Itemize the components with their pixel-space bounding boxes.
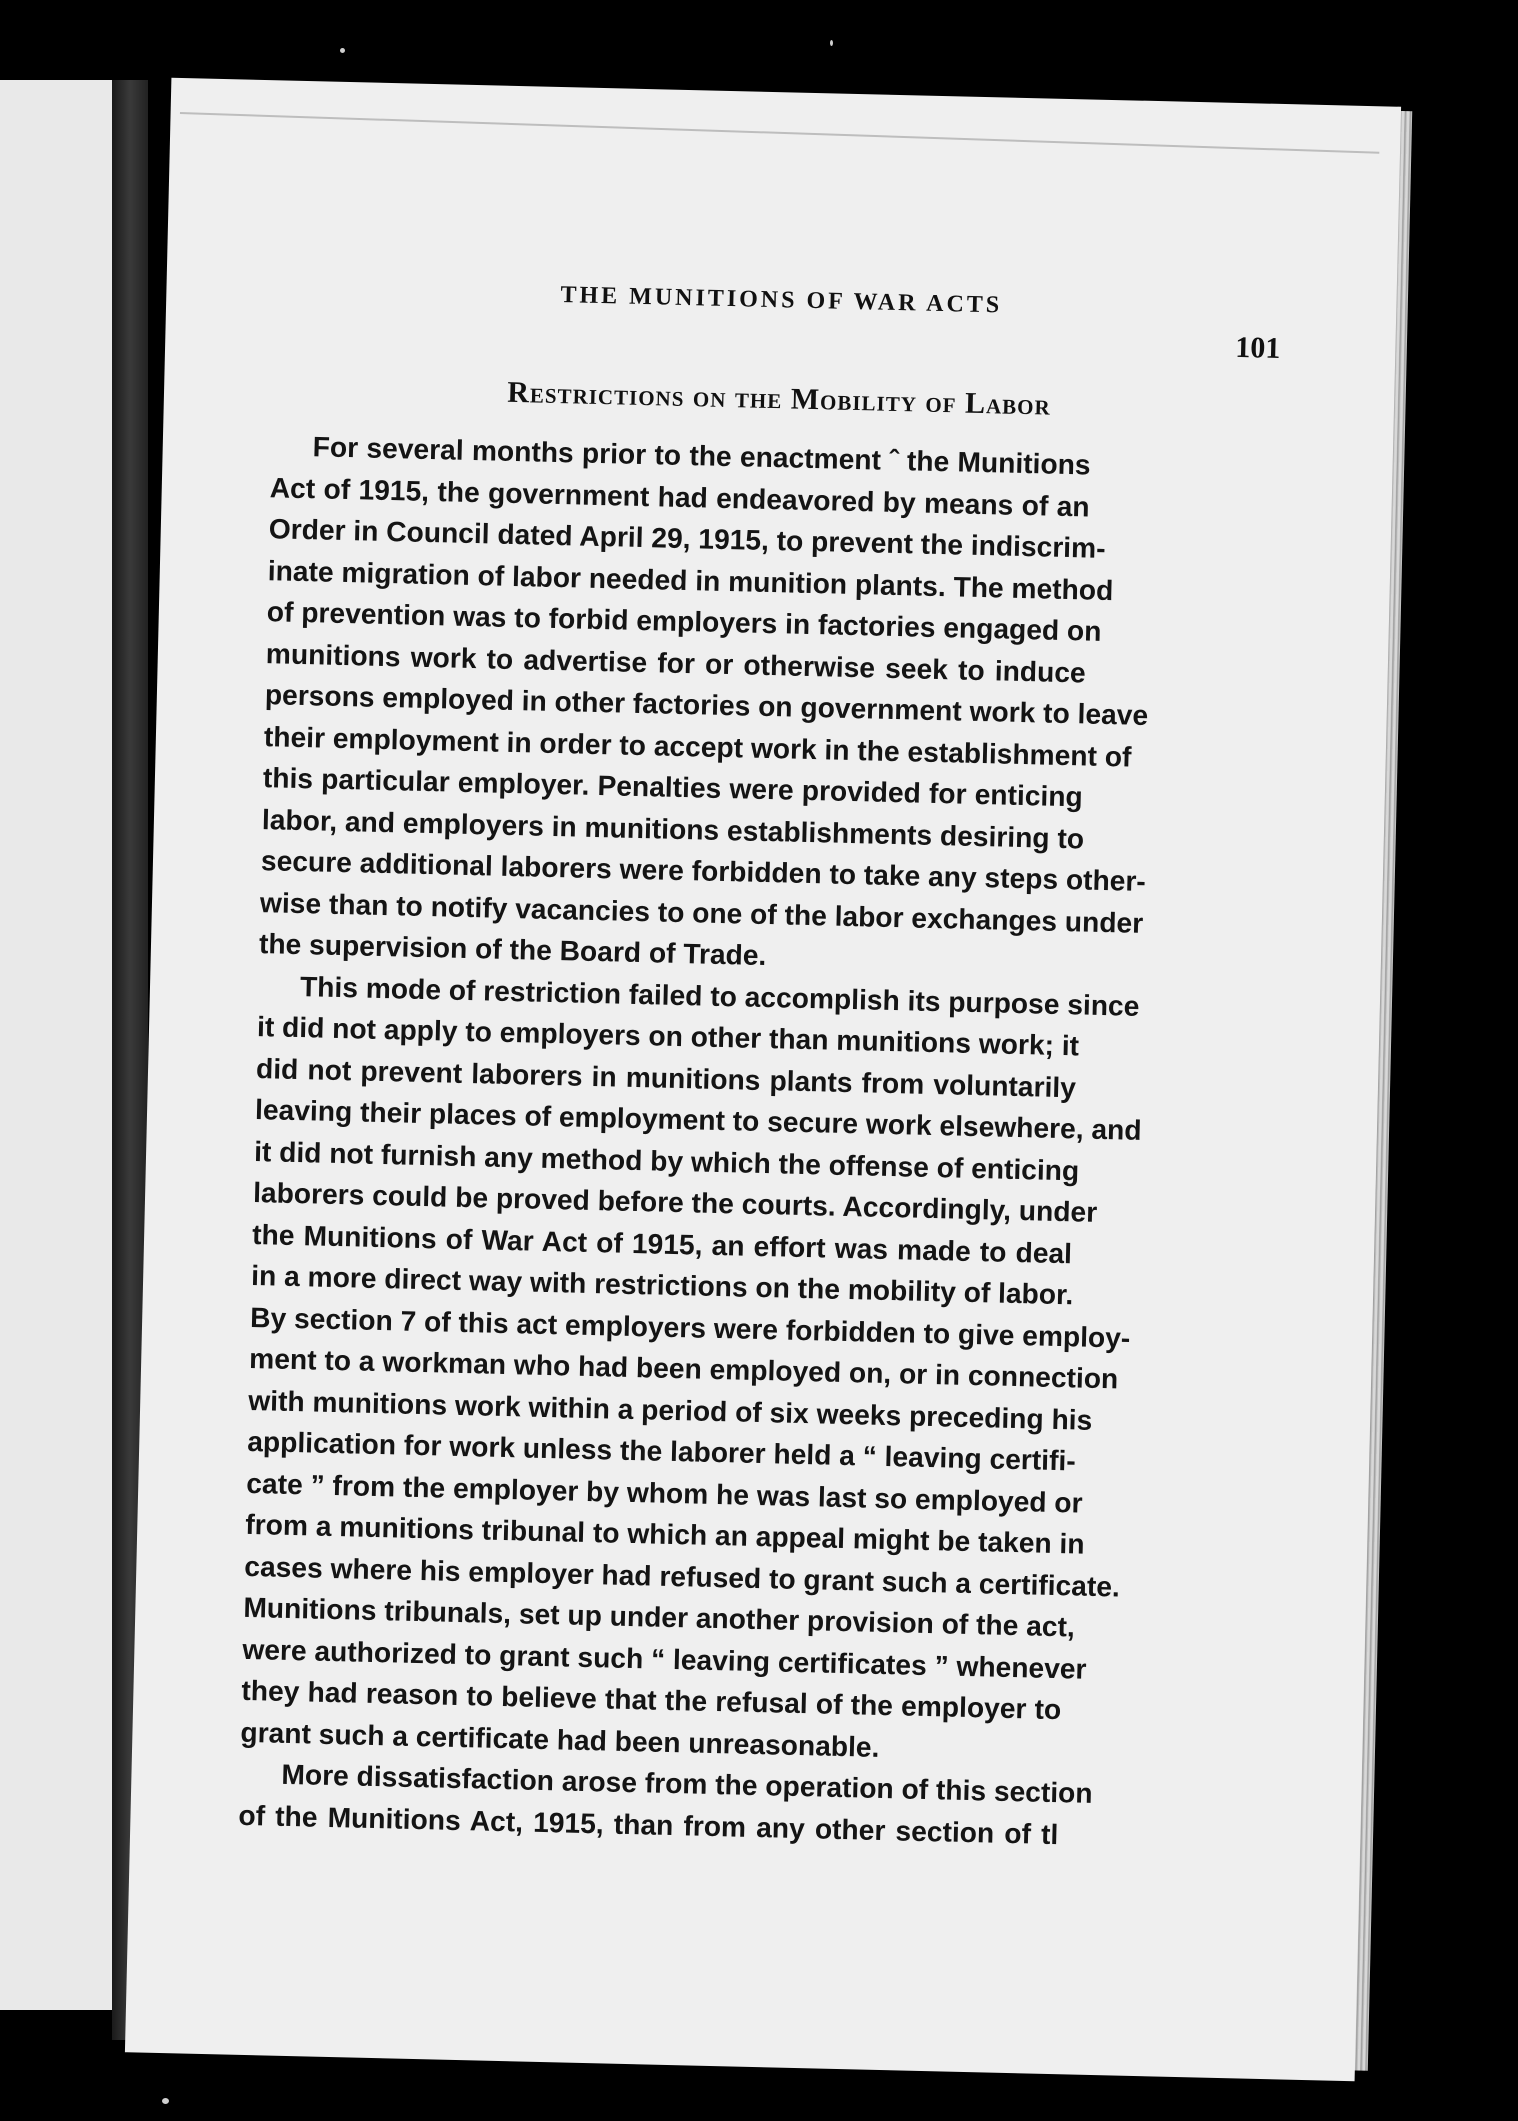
text-line: from a munitions tribunal to which an appeal might be taken in bbox=[245, 1507, 1085, 1560]
dust-speck bbox=[162, 2098, 169, 2104]
text-line: wise than to notify vacancies to one of the labor exchanges under bbox=[259, 885, 1144, 939]
text-line: This mode of restriction failed to accomplish its purpose since bbox=[299, 969, 1140, 1022]
left-page-edge bbox=[0, 80, 112, 2010]
text-line: Act of 1915, the government had endeavored by means of an bbox=[269, 470, 1090, 523]
text-line: the Munitions of War Act of 1915, an effort was made to deal bbox=[251, 1217, 1073, 1269]
text-line: For several months prior to the enactment ˆ the Munitions bbox=[312, 430, 1091, 481]
text-line: secure additional laborers were forbidden to take any steps other- bbox=[260, 844, 1147, 897]
text-line: their employment in order to accept work in the establishment of bbox=[263, 719, 1132, 773]
page-number: 101 bbox=[1234, 330, 1281, 365]
text-line: Order in Council dated April 29, 1915, to prevent the indiscrim- bbox=[268, 512, 1106, 564]
text-line: leaving their places of employment to secure work elsewhere, and bbox=[254, 1093, 1142, 1146]
section-title: Restrictions on the Mobility of Labor bbox=[506, 375, 1052, 422]
running-head: THE MUNITIONS OF WAR ACTS bbox=[560, 282, 1003, 319]
text-line: persons employed in other factories on government work to leave bbox=[264, 678, 1149, 731]
dust-speck bbox=[340, 48, 345, 53]
body-text bbox=[238, 425, 1149, 1855]
text-line: inate migration of labor needed in munition plants. The method bbox=[267, 553, 1114, 606]
text-line: cate ” from the employer by whom he was last so employed or bbox=[245, 1466, 1083, 1519]
text-line: of prevention was to forbid employers in factories engaged on bbox=[266, 595, 1102, 647]
text-line: Munitions tribunals, set up under another provision of the act, bbox=[243, 1590, 1076, 1643]
text-line: with munitions work within a period of six weeks preceding his bbox=[247, 1383, 1093, 1436]
text-line: of the Munitions Act, 1915, than from any other section of tl bbox=[238, 1798, 1059, 1850]
text-line: munitions work to advertise for or otherwise seek to induce bbox=[265, 636, 1087, 688]
text-line: they had reason to believe that the refusal of the employer to bbox=[241, 1673, 1062, 1726]
text-line: cases where his employer had refused to grant such a certificate. bbox=[244, 1549, 1121, 1603]
text-line: did not prevent laborers in munitions plants from voluntarily bbox=[255, 1051, 1077, 1103]
text-line: application for work unless the laborer held a “ leaving certifi- bbox=[246, 1424, 1077, 1477]
text-line: were authorized to grant such “ leaving certificates ” whenever bbox=[242, 1632, 1087, 1685]
text-line: grant such a certificate had been unreasonable. bbox=[240, 1715, 880, 1763]
dust-speck bbox=[830, 40, 833, 46]
text-line: labor, and employers in munitions establishments desiring to bbox=[261, 802, 1085, 854]
text-line: this particular employer. Penalties were provided for enticing bbox=[262, 761, 1084, 813]
text-line: the supervision of the Board of Trade. bbox=[258, 927, 767, 972]
text-line: ment to a workman who had been employed on, or in connection bbox=[248, 1341, 1119, 1395]
text-line: More dissatisfaction arose from the operation of this section bbox=[281, 1757, 1093, 1809]
text-line: it did not furnish any method by which the offense of enticing bbox=[253, 1134, 1080, 1186]
text-line: in a more direct way with restrictions on the mobility of labor. bbox=[250, 1259, 1074, 1311]
text-line: it did not apply to employers on other than munitions work; it bbox=[256, 1010, 1080, 1062]
book-page bbox=[125, 78, 1401, 2081]
text-line: laborers could be proved before the courts. Accordingly, under bbox=[252, 1176, 1098, 1228]
text-line: By section 7 of this act employers were forbidden to give employ- bbox=[249, 1300, 1131, 1354]
